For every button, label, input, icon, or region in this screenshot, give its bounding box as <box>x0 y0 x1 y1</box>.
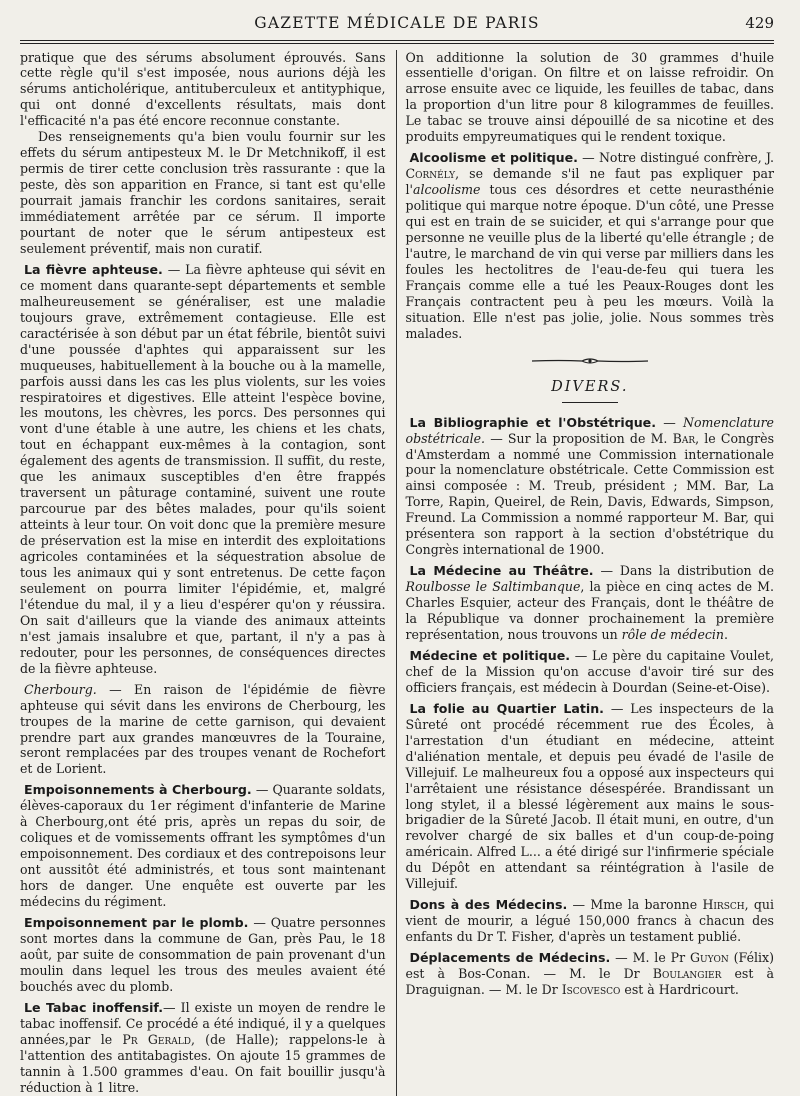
heading-tabac-inoffensif: Le Tabac inoffensif. <box>24 999 163 1015</box>
heading-deplacements-medecins: Déplacements de Médecins. <box>409 950 611 966</box>
ornament-rule-icon <box>530 356 650 366</box>
heading-empoisonnements-cherbourg: Empoisonnements à Cherbourg. <box>24 782 252 798</box>
article-columns <box>20 50 774 1096</box>
heading-empoisonnement-plomb: Empoisonnement par le plomb. <box>24 915 249 931</box>
text-tabac-a: — Il existe un moyen de rendre le tabac inoffensif. Ce procédé a été indiqué, il y a quelques années,par le <box>20 999 386 1047</box>
heading-medecine-politique: Médecine et politique. <box>409 647 571 663</box>
name-iscovesco: Iscovesco <box>561 982 621 998</box>
text-depl-b: (Félix) est à Bos-Conan. — M. le Dr <box>405 950 775 982</box>
heading-medecine-theatre: La Médecine au Théâtre. <box>409 563 594 579</box>
name-gerald: Pr Gerald <box>122 1031 191 1047</box>
name-cornely: Cornély <box>405 166 456 182</box>
name-hirsch: Hirsch <box>702 897 745 913</box>
text-medecine-politique: — Le père du capitaine Voulet, chef de la Mission qu'on accuse d'avoir tiré sur des officiers français, est médecin à Dourdan (Seine-et-Oise). <box>405 647 774 695</box>
article-folie-quartier-latin <box>406 701 774 892</box>
name-boulangier: Boulangier <box>652 966 722 982</box>
article-medecine-theatre <box>406 563 774 643</box>
article-fievre-aphteuse <box>20 262 386 677</box>
play-title: Roulbosse le Saltimbanque <box>405 579 581 595</box>
paragraph-tabac-continued: On additionne la solution de 30 grammes d'huile essentielle d'origan. On filtre et on laisse refroidir. On arrose ensuite avec ce liquide, les feuilles de tabac, dans la proportion d'un litre pour 8 kilogrammes de feuilles. Le tabac se trouve ainsi dépouillé de sa nicotine et des produits empyreumatiques qui le rendent toxique. <box>405 49 774 145</box>
heading-alcoolisme: Alcoolisme et politique. <box>409 150 578 166</box>
divers-title: DIVERS. <box>551 378 629 395</box>
text-dons-b: , qui vient de mourir, a légué 150,000 francs à chacun des enfants du Dr T. Fisher, d'après un testament publié. <box>405 897 774 945</box>
word-alcoolisme: alcoolisme <box>413 182 481 198</box>
article-medecine-politique <box>406 648 774 696</box>
text-depl-c: est à Draguignan. — M. le Dr <box>405 966 774 998</box>
article-empoisonnements-cherbourg <box>20 782 386 910</box>
heading-fievre-aphteuse: La fièvre aphteuse. <box>24 261 163 277</box>
text-folie-quartier-latin: — Les inspecteurs de la Sûreté ont procédé récemment rue des Écoles, à l'arrestation d'un étudiant en médecine, atteint d'aliénation mentale, et depuis peu évadé de l'asile de Villejuif. Le malheureux fou a opposé aux inspecteurs qui l'arrêtaient une résistance désespérée. Brandissant un long stylet, il a blessé légèrement aux mains le sous-brigadier de la Sûreté Jacob. Il était muni, en outre, d'un revolver chargé de six balles et d'un coup-de-poing américain. Alfred L... a été dirigé sur l'infirmerie spéciale du Dépôt en attendant sa réintégration à l'asile de Villejuif. <box>405 700 774 892</box>
text-empoisonnements-cherbourg: — Quarante soldats, élèves-caporaux du 1er régiment d'infanterie de Marine à Cherbourg,ont été pris, après un repas du soir, de coliques et de vomissements offrant les symptômes d'un empoisonnement. Des cordiaux et des contrepoisons leur ont aussitôt été administrés, et tous sont maintenant hors de danger. Une enquête est ouverte par les médecins du régiment. <box>20 782 386 910</box>
page-number: 429 <box>745 14 774 32</box>
text-depl-d: est à Hardricourt. <box>620 982 739 998</box>
article-bibliographie: La Bibliographie et l'Obstétrique. — Nomenclature obstétricale. — Sur la proposition de M. Bar, le Congrès d'Amsterdam a nommé une Commission internationale pour la nomenclature obstétricale. Cette Commission est ainsi composée : M. Treub, président ; MM. Bar, La Torre, Rapin, Queirel, de Rein, Davis, Edwards, Simpson, Freund. La Commission a nommé rapporteur M. Bar, qui présentera son rapport à la section d'obstétrique du Congrès international de 1900. <box>405 414 775 558</box>
article-empoisonnement-plomb <box>20 915 386 995</box>
text-cherbourg: — En raison de l'épidémie de fièvre aphteuse qui sévit dans les environs de Cherbourg, les troupes de la marine de cette garnison, qui devaient prendre part aux grandes manœuvres de la Touraine, seront remplacées par des troupes venant de Rochefort et de Lorient. <box>20 681 386 777</box>
page-header <box>20 14 774 38</box>
heading-cherbourg: Cherbourg. <box>24 681 97 697</box>
article-tabac-inoffensif <box>20 1000 386 1096</box>
article-alcoolisme <box>406 150 774 341</box>
name-guyon: Guyon <box>689 950 729 966</box>
journal-title: GAZETTE MÉDICALE DE PARIS <box>254 14 540 32</box>
text-alcool-a: — Notre distingué confrère, J. <box>577 150 775 166</box>
text-alcool-c: tous ces désordres et cette neurasthénie politique qui marque notre époque. D'un côté, une Presse qui est en train de se suicider, et qui s'arrange pour que personne ne veuille plus de la liberté qu'elle étrangle ; de l'autre, le marchand de vin qui verse par milliers dans les foules les hectolitres de l'eau-de-feu qui tuera les Français comme elle a tué les Peaux-Rouges dont les Français contractent peu à peu les mœurs. Voilà la situation. Elle n'est pas jolie, jolie. Nous sommes très malades. <box>405 182 774 341</box>
text-theatre-c: . <box>724 627 728 642</box>
header-double-rule <box>20 40 774 44</box>
text-theatre-a: — Dans la distribution de <box>593 563 774 579</box>
divers-short-rule <box>562 402 618 403</box>
text-depl-a: — M. le Pr <box>610 950 690 966</box>
text-alcool-b: , se demande s'il ne faut pas expliquer par l' <box>405 166 774 198</box>
subheading-nomenclature: Nomenclature obstétricale. <box>405 414 774 446</box>
text-biblio-a: — Sur la proposition de M. <box>485 430 673 446</box>
text-biblio-b: , le Congrès d'Amsterdam a nommé une Commission internationale pour la nomenclature obstétricale. Cette Commission est ainsi composée : M. Treub, président ; MM. Bar, La Torre, Rapin, Queirel, de Rein, Davis, Edwards, Simpson, Freund. La Commission a nommé rapporteur M. Bar, qui présentera son rapport à la section d'obstétrique du Congrès international de 1900. <box>405 430 775 558</box>
heading-folie-quartier-latin: La folie au Quartier Latin. <box>409 700 604 716</box>
right-column <box>396 50 774 1096</box>
article-cherbourg <box>20 682 386 778</box>
text-empoisonnement-plomb: — Quatre personnes sont mortes dans la commune de Gan, près Pau, le 18 août, par suite de consommation de pain provenant d'un moulin dans lequel les trous des meules avaient été bouchés avec du plomb. <box>20 915 386 994</box>
text-fievre-aphteuse: — La fièvre aphteuse qui sévit en ce moment dans quarante-sept départements et semble malheureusement se généraliser, est une maladie toujours grave, extrêmement contagieuse. Elle est caractérisée à son début par un état fébrile, bientôt suivi d'une poussée d'aphtes qui apparaissent sur les muqueuses, habituellement à la bouche ou à la mamelle, parfois aussi dans les cas les plus violents, sur les voies respiratoires et digestives. Elle atteint l'espèce bovine, les moutons, les chèvres, les porcs. Des personnes qui vont d'une étable à une autre, les chiens et les chats, tout en échappant eux-mêmes à la contagion, sont également des agents de transmission. Il suffit, du reste, que les animaux susceptibles d'en être frappés traversent un pâturage contaminé, suivent une route parcourue par des bêtes malades, pour qu'ils soient atteints à leur tour. On voit donc que la première mesure de préservation est la mise en interdit des exploitations agricoles contaminées et la séquestration absolue de tous les animaux qui y sont entretenus. De cette façon seulement on pourra limiter l'épidémie, et, malgré l'étendue du mal, il y a lieu d'espérer qu'on y réussira. On sait d'ailleurs que la viande des animaux atteints n'est jamais insalubre et que, partant, il n'y a pas à redouter, pour les personnes, de conséquences directes de la fièvre aphteuse. <box>20 261 386 676</box>
heading-bibliographie: La Bibliographie et l'Obstétrique. <box>409 414 657 430</box>
name-bar: Bar <box>672 430 696 446</box>
text-theatre-b: , la pièce en cinq actes de M. Charles Esquier, acteur des Français, dont le théâtre de la République va donner prochainement la première représentation, nous trouvons un <box>405 579 774 642</box>
text-dons-a: — Mme la baronne <box>567 897 703 913</box>
paragraph-serum-intro: pratique que des sérums absolument éprouvés. Sans cette règle qu'il s'est imposée, nous aurions déjà les sérums anticholérique, antituberculeux et antityphique, qui ont donné d'excellents résultats, mais dont l'efficacité n'a pas été encore reconnue constante. <box>20 49 386 129</box>
text-tabac-b: , (de Halle); rappelons-le à l'attention des antitabagistes. On ajoute 15 grammes de tannin à 1.500 grammes d'eau. On fait bouillir jusqu'à réduction à 1 litre. <box>20 1031 386 1095</box>
article-deplacements-medecins <box>406 950 774 998</box>
divers-section-header <box>406 356 774 403</box>
role-medecin: rôle de médecin <box>621 627 724 642</box>
article-dons-medecins <box>406 897 774 945</box>
paragraph-metchnikoff: Des renseignements qu'a bien voulu fournir sur les effets du sérum antipesteux M. le Dr Metchnikoff, il est permis de tirer cette conclusion très rassurante : que la peste, dès son apparition en France, si tant est qu'elle pourrait jamais franchir les cordons sanitaires, serait immédiatement arrêtée par ce sérum. Il importe pourtant de noter que le sérum antipesteux est seulement préventif, mais non curatif. <box>20 129 386 256</box>
left-column <box>20 50 396 1096</box>
heading-dons-medecins: Dons à des Médecins. <box>409 897 568 913</box>
